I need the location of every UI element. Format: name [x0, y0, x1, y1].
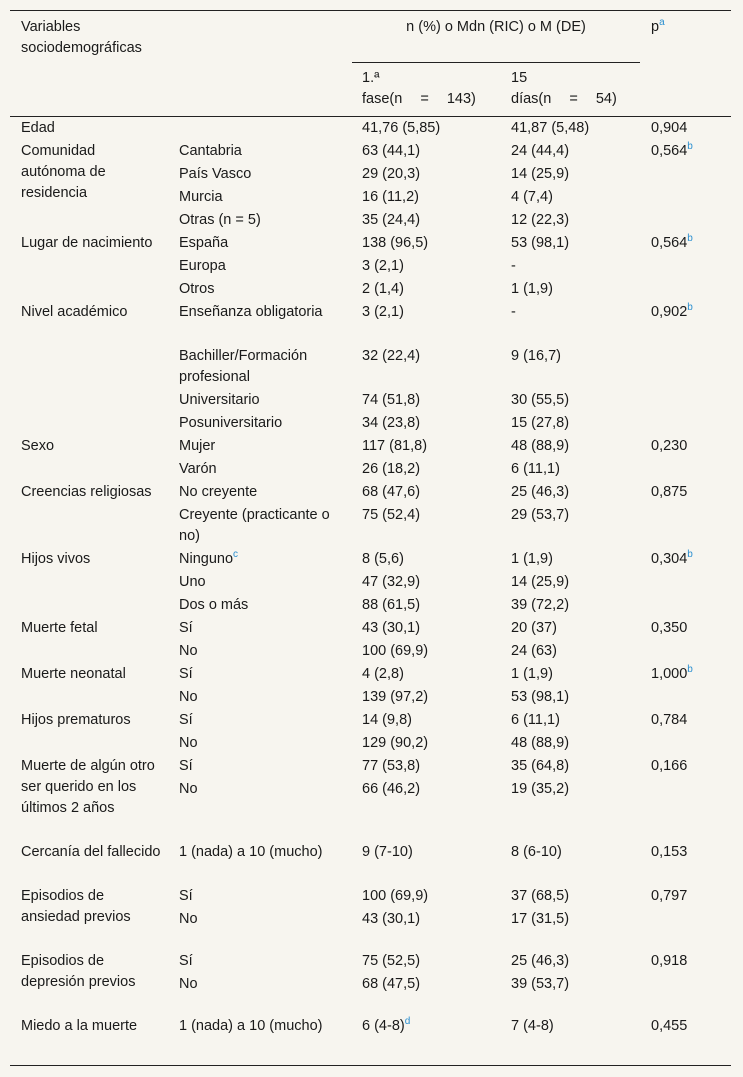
row-value-15-days: 41,87 (5,48)	[511, 120, 590, 136]
group-header-rule	[352, 62, 640, 63]
row-p-value: 0,564$^b$	[651, 141, 693, 159]
row-category: No	[179, 976, 198, 992]
row-p-value-footnote: b	[687, 233, 693, 245]
row-category: Creyente (practicante o no)	[179, 507, 330, 544]
row-value-first-phase: 88 (61,5)	[362, 597, 421, 613]
row-category: Bachiller/Formación profesional	[179, 348, 308, 385]
row-p-value: 0,784	[651, 712, 688, 728]
row-variable: Hijos prematuros	[21, 712, 131, 728]
row-p-value-footnote: b	[687, 549, 693, 561]
row-value-15-days: 6 (11,1)	[511, 461, 560, 477]
row-p-value: 0,902$^b$	[651, 302, 693, 320]
row-p-value: 0,153	[651, 844, 688, 860]
row-category: Sí	[179, 620, 193, 636]
row-variable: Creencias religiosas	[21, 484, 152, 500]
row-p-value: 0,564$^b$	[651, 233, 693, 251]
row-value-15-days: 35 (64,8)	[511, 758, 570, 774]
row-variable: Nivel académico	[21, 304, 128, 320]
row-value-first-phase: 68 (47,6)	[362, 484, 421, 500]
row-p-value: 1,000$^b$	[651, 664, 693, 682]
row-category: Sí	[179, 888, 193, 904]
row-value-first-phase: 138 (96,5)	[362, 235, 429, 251]
row-value-first-phase: 75 (52,4)	[362, 507, 421, 523]
row-value-15-days: 20 (37)	[511, 620, 557, 636]
row-category: 1 (nada) a 10 (mucho)	[179, 1018, 323, 1034]
row-value-first-phase: 14 (9,8)	[362, 712, 412, 728]
header-p: $p^a$	[651, 17, 665, 35]
row-category: No	[179, 643, 198, 659]
row-value-first-phase: 26 (18,2)	[362, 461, 421, 477]
row-value-15-days: 14 (25,9)	[511, 574, 570, 590]
row-value-first-phase: 43 (30,1)	[362, 911, 421, 927]
row-value-first-phase: 35 (24,4)	[362, 212, 421, 228]
row-value-first-phase: 77 (53,8)	[362, 758, 421, 774]
row-value-first-phase: 43 (30,1)	[362, 620, 421, 636]
row-p-value: 0,797	[651, 888, 688, 904]
row-category: Sí	[179, 712, 193, 728]
row-variable: Edad	[21, 120, 55, 136]
row-category: Otros	[179, 281, 215, 297]
row-category: España	[179, 235, 229, 251]
row-value-first-phase: 100 (69,9)	[362, 643, 429, 659]
row-category: Europa	[179, 258, 226, 274]
row-value-15-days: 7 (4-8)	[511, 1018, 554, 1034]
row-category: No	[179, 735, 198, 751]
header-p-note: a	[659, 17, 665, 29]
row-value-15-days: 53 (98,1)	[511, 689, 570, 705]
row-value-first-phase: 41,76 (5,85)	[362, 120, 441, 136]
row-value-15-days: 48 (88,9)	[511, 438, 570, 454]
row-category: No	[179, 911, 198, 927]
row-value-15-days: 25 (46,3)	[511, 484, 570, 500]
row-category: No	[179, 781, 198, 797]
row-value-15-days: 9 (16,7)	[511, 348, 561, 364]
row-value-15-days: 39 (72,2)	[511, 597, 570, 613]
row-category: No creyente	[179, 484, 258, 500]
row-variable: Cercanía del fallecido	[21, 844, 161, 860]
row-category: Dos o más	[179, 597, 249, 613]
row-value-15-days: 39 (53,7)	[511, 976, 570, 992]
row-variable: Muerte fetal	[21, 620, 98, 636]
row-value-first-phase: 16 (11,2)	[362, 189, 419, 205]
row-value-first-phase-footnote: d	[404, 1016, 411, 1028]
row-p-value-footnote: b	[687, 302, 693, 314]
row-value-15-days: -	[511, 304, 516, 320]
row-variable: Lugar de nacimiento	[21, 235, 153, 251]
row-value-first-phase: 3 (2,1)	[362, 304, 404, 320]
row-category: Varón	[179, 461, 217, 477]
row-value-15-days: 37 (68,5)	[511, 888, 570, 904]
header-variables: Variables sociodemográficas	[21, 19, 142, 56]
row-variable: Hijos vivos	[21, 551, 91, 567]
row-category: 1 (nada) a 10 (mucho)	[179, 844, 323, 860]
row-value-first-phase: 29 (20,3)	[362, 166, 421, 182]
row-category: No	[179, 689, 198, 705]
row-value-15-days: 1 (1,9)	[511, 551, 553, 567]
row-category-footnote: c	[233, 549, 239, 561]
header-bottom-rule	[10, 116, 731, 117]
row-p-value: 0,304$^b$	[651, 549, 693, 567]
row-variable: Episodios de ansiedad previos	[21, 888, 131, 925]
row-value-first-phase: 68 (47,5)	[362, 976, 421, 992]
row-value-first-phase: 9 (7-10)	[362, 844, 413, 860]
row-p-value: 0,455	[651, 1018, 688, 1034]
row-variable: Comunidad autónoma de residencia	[21, 143, 106, 201]
row-p-value-footnote: b	[687, 664, 693, 676]
row-p-value: 0,166	[651, 758, 688, 774]
row-value-15-days: 29 (53,7)	[511, 507, 570, 523]
header-col2: 15 días(n = 54)	[511, 70, 617, 107]
row-category: Sí	[179, 758, 193, 774]
row-value-first-phase: 8 (5,6)	[362, 551, 404, 567]
row-value-first-phase: 117 (81,8)	[362, 438, 428, 454]
row-p-value: 0,350	[651, 620, 688, 636]
row-value-15-days: 17 (31,5)	[511, 911, 570, 927]
row-category: Murcia	[179, 189, 223, 205]
row-p-value: 0,918	[651, 953, 688, 969]
row-category: Enseñanza obligatoria	[179, 304, 323, 320]
row-value-15-days: 24 (63)	[511, 643, 557, 659]
row-value-first-phase: 34 (23,8)	[362, 415, 421, 431]
row-value-15-days: 48 (88,9)	[511, 735, 570, 751]
row-category: Mujer	[179, 438, 216, 454]
header-col1: 1.ª fase(n = 143)	[362, 70, 476, 107]
row-value-first-phase: 129 (90,2)	[362, 735, 429, 751]
table-bottom-rule	[10, 1065, 731, 1066]
row-value-15-days: 19 (35,2)	[511, 781, 570, 797]
row-value-first-phase: 3 (2,1)	[362, 258, 404, 274]
row-value-15-days: 1 (1,9)	[511, 666, 553, 682]
row-value-first-phase: 74 (51,8)	[362, 392, 421, 408]
row-category: Ninguno$^c$	[179, 549, 239, 567]
row-value-15-days: -	[511, 258, 516, 274]
row-variable: Sexo	[21, 438, 55, 454]
row-value-first-phase: 6 $(4-8)^d$	[362, 1016, 411, 1034]
row-category: Posuniversitario	[179, 415, 283, 431]
header-group: n (%) o Mdn (RIC) o M (DE)	[406, 19, 586, 35]
row-value-15-days: 4 (7,4)	[511, 189, 553, 205]
row-value-first-phase: 32 (22,4)	[362, 348, 421, 364]
row-variable: Muerte de algún otro ser querido en los últimos 2 años	[21, 758, 155, 816]
row-value-15-days: 25 (46,3)	[511, 953, 570, 969]
row-value-15-days: 8 (6-10)	[511, 844, 562, 860]
row-value-first-phase: 63 (44,1)	[362, 143, 421, 159]
row-category: Uno	[179, 574, 206, 590]
table-top-rule	[10, 10, 731, 11]
row-value-15-days: 53 (98,1)	[511, 235, 570, 251]
row-value-15-days: 12 (22,3)	[511, 212, 570, 228]
row-p-value: 0,875	[651, 484, 688, 500]
row-variable: Miedo a la muerte	[21, 1018, 138, 1034]
row-value-15-days: 24 (44,4)	[511, 143, 570, 159]
row-value-15-days: 1 (1,9)	[511, 281, 553, 297]
row-p-value-footnote: b	[687, 141, 693, 153]
row-value-15-days: 6 (11,1)	[511, 712, 560, 728]
row-category: Sí	[179, 666, 193, 682]
row-p-value: 0,904	[651, 120, 688, 136]
row-value-first-phase: 2 (1,4)	[362, 281, 404, 297]
row-value-15-days: 15 (27,8)	[511, 415, 570, 431]
row-value-first-phase: 4 (2,8)	[362, 666, 404, 682]
row-variable: Episodios de depresión previos	[21, 953, 136, 990]
row-value-first-phase: 75 (52,5)	[362, 953, 421, 969]
row-category: Sí	[179, 953, 193, 969]
row-value-15-days: 30 (55,5)	[511, 392, 570, 408]
row-variable: Muerte neonatal	[21, 666, 126, 682]
row-value-first-phase: 47 (32,9)	[362, 574, 421, 590]
row-category: Otras (n = 5)	[179, 212, 261, 228]
row-p-value: 0,230	[651, 438, 688, 454]
row-value-first-phase: 100 (69,9)	[362, 888, 429, 904]
row-category: Universitario	[179, 392, 260, 408]
row-category: País Vasco	[179, 166, 252, 182]
row-value-first-phase: 139 (97,2)	[362, 689, 429, 705]
row-value-15-days: 14 (25,9)	[511, 166, 570, 182]
row-category: Cantabria	[179, 143, 242, 159]
row-value-first-phase: 66 (46,2)	[362, 781, 421, 797]
